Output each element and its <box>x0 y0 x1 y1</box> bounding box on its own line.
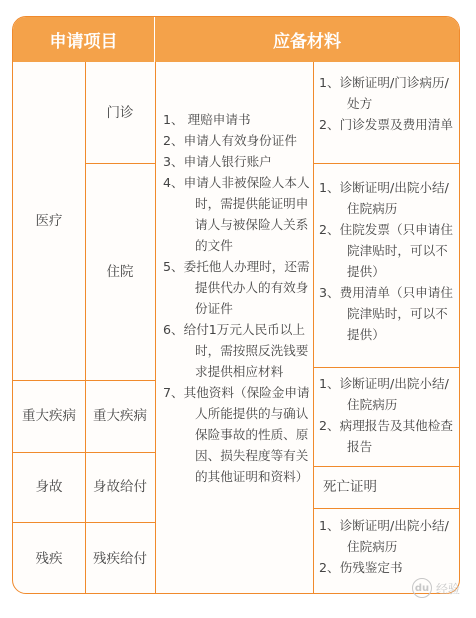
common-material-item: 5、委托他人办理时，还需提供代办人的有效身份证件 <box>163 259 310 316</box>
outpatient-materials-list <box>319 72 455 135</box>
subcategory-outpatient: 门诊 <box>106 104 134 121</box>
inpatient-material-item: 1、诊断证明/出院小结/住院病历 <box>319 180 449 216</box>
inpatient-materials-list <box>319 177 455 345</box>
claim-materials-table <box>12 16 460 594</box>
divider-col2 <box>155 62 156 594</box>
common-materials-list <box>163 109 311 487</box>
disability-material-item: 1、诊断证明/出院小结/住院病历 <box>319 518 449 554</box>
outpatient-material-item: 2、门诊发票及费用清单 <box>319 117 453 132</box>
divider-mat-outpatient-bottom <box>313 163 460 164</box>
category-disability: 残疾 <box>35 550 63 567</box>
inpatient-material-item: 2、住院发票（只申请住院津贴时，可以不提供） <box>319 222 453 279</box>
death-materials: 死亡证明 <box>323 479 377 495</box>
common-material-item: 2、申请人有效身份证件 <box>163 133 297 148</box>
category-critical-illness: 重大疾病 <box>22 408 76 424</box>
watermark-text: 经验 <box>435 581 460 596</box>
common-material-item: 4、申请人非被保险人本人时，需提供能证明申请人与被保险人关系的文件 <box>163 175 310 253</box>
baidu-jingyan-watermark <box>412 578 460 598</box>
category-death: 身故 <box>35 479 63 495</box>
common-material-item: 6、给付1万元人民币以上时，需按照反洗钱要求提供相应材料 <box>163 322 309 379</box>
critical-illness-material-item: 2、病理报告及其他检查报告 <box>319 418 453 454</box>
category-medical: 医疗 <box>35 213 63 229</box>
common-material-item: 1、 理赔申请书 <box>163 112 251 127</box>
common-material-item: 7、其他资料（保险金申请人所能提供的与确认保险事故的性质、原因、损失程度等有关的其他证明和资料） <box>163 385 310 484</box>
divider-mat-death-bottom <box>313 508 460 509</box>
subcategory-critical-illness: 重大疾病 <box>93 408 147 424</box>
inpatient-material-item: 3、费用清单（只申请住院津贴时，可以不提供） <box>319 285 453 342</box>
table-header <box>13 17 459 62</box>
divider-col3 <box>313 62 314 594</box>
common-material-item: 3、申请人银行账户 <box>163 154 272 169</box>
outpatient-material-item: 1、诊断证明/门诊病历/处方 <box>319 75 449 111</box>
critical-illness-materials-list <box>319 373 455 457</box>
disability-materials-list <box>319 515 455 578</box>
subcategory-death-benefit: 身故给付 <box>93 479 147 495</box>
divider-mat-inpatient-bottom <box>313 367 460 368</box>
critical-illness-material-item: 1、诊断证明/出院小结/住院病历 <box>319 376 449 412</box>
header-required-materials: 应备材料 <box>273 32 341 52</box>
baidu-paw-icon: du <box>412 578 432 598</box>
header-application-item: 申请项目 <box>13 17 155 62</box>
disability-material-item: 2、伤残鉴定书 <box>319 560 403 575</box>
subcategory-inpatient: 住院 <box>106 263 134 280</box>
subcategory-disability-benefit: 残疾给付 <box>93 550 147 567</box>
